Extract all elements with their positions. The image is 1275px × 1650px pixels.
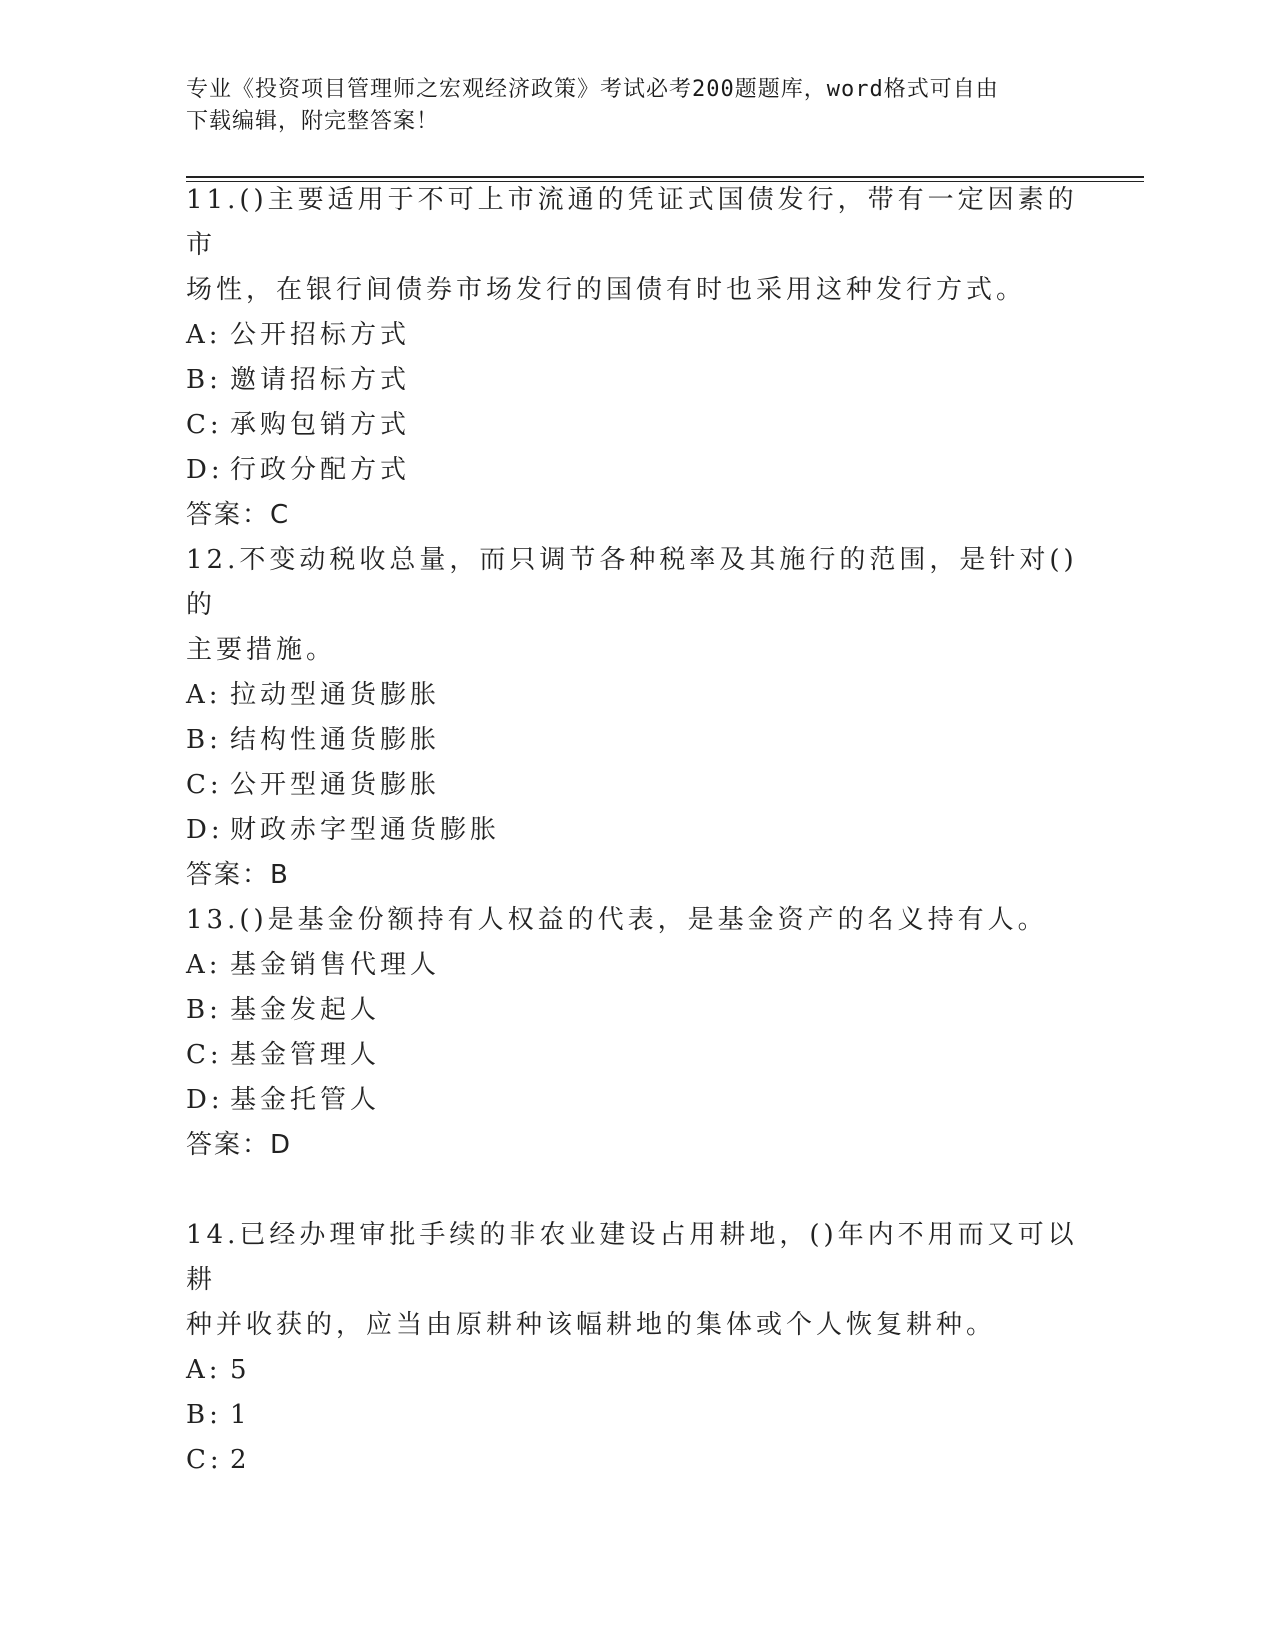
document-header: [186, 74, 1086, 138]
question-13: [186, 898, 1086, 1168]
option-b: [186, 358, 1086, 403]
answer-line: 答案：D: [186, 1130, 293, 1160]
option-text: 拉动型通货膨胀: [230, 680, 441, 710]
option-text: 公开招标方式: [230, 320, 411, 350]
option-c: [186, 1438, 1086, 1483]
option-text: 公开型通货膨胀: [230, 770, 441, 800]
option-text: 邀请招标方式: [230, 365, 411, 395]
option-letter: C:: [186, 1040, 223, 1070]
option-text: 基金发起人: [230, 995, 381, 1025]
option-text: 1: [230, 1400, 251, 1430]
option-d: [186, 808, 1086, 853]
option-text: 基金托管人: [230, 1085, 381, 1115]
option-letter: B:: [186, 365, 222, 395]
question-stem-line: 主要措施。: [186, 635, 337, 665]
option-c: [186, 763, 1086, 808]
option-letter: D:: [186, 455, 224, 485]
option-text: 财政赤字型通货膨胀: [230, 815, 501, 845]
option-a: [186, 1348, 1086, 1393]
answer-line: 答案：B: [186, 860, 290, 890]
option-letter: B:: [186, 995, 222, 1025]
option-a: [186, 313, 1086, 358]
question-stem-line: 场性，在银行间债券市场发行的国债有时也采用这种发行方式。: [186, 275, 1027, 305]
option-letter: A:: [186, 1355, 222, 1385]
option-c: [186, 1033, 1086, 1078]
option-text: 2: [230, 1445, 251, 1475]
question-14: [186, 1213, 1086, 1483]
option-c: [186, 403, 1086, 448]
option-letter: A:: [186, 680, 222, 710]
option-b: [186, 718, 1086, 763]
option-letter: B:: [186, 1400, 222, 1430]
option-text: 承购包销方式: [230, 410, 411, 440]
header-line-2: 下载编辑，附完整答案！: [186, 109, 440, 134]
question-stem-line: 种并收获的，应当由原耕种该幅耕地的集体或个人恢复耕种。: [186, 1310, 997, 1340]
option-letter: B:: [186, 725, 222, 755]
option-letter: A:: [186, 950, 222, 980]
option-letter: D:: [186, 815, 224, 845]
option-d: [186, 1078, 1086, 1123]
option-text: 5: [230, 1355, 251, 1385]
option-letter: A:: [186, 320, 222, 350]
option-text: 基金管理人: [230, 1040, 381, 1070]
question-stem-line: 12.不变动税收总量，而只调节各种税率及其施行的范围，是针对()的: [186, 545, 1078, 620]
answer-line: 答案：C: [186, 500, 291, 530]
option-text: 基金销售代理人: [230, 950, 441, 980]
option-letter: C:: [186, 1445, 223, 1475]
question-12: [186, 538, 1086, 898]
option-letter: C:: [186, 770, 223, 800]
question-stem-line: 11.()主要适用于不可上市流通的凭证式国债发行，带有一定因素的市: [186, 185, 1078, 260]
option-b: [186, 988, 1086, 1033]
option-text: 行政分配方式: [230, 455, 411, 485]
option-letter: D:: [186, 1085, 224, 1115]
option-letter: C:: [186, 410, 223, 440]
question-stem-line: 14.已经办理审批手续的非农业建设占用耕地，()年内不用而又可以耕: [186, 1220, 1078, 1295]
question-11: [186, 178, 1086, 538]
option-b: [186, 1393, 1086, 1438]
option-text: 结构性通货膨胀: [230, 725, 441, 755]
header-line-1: 专业《投资项目管理师之宏观经济政策》考试必考200题题库，word格式可自由: [186, 77, 999, 102]
option-a: [186, 943, 1086, 988]
option-d: [186, 448, 1086, 493]
question-stem-line: 13.()是基金份额持有人权益的代表，是基金资产的名义持有人。: [186, 905, 1048, 935]
option-a: [186, 673, 1086, 718]
